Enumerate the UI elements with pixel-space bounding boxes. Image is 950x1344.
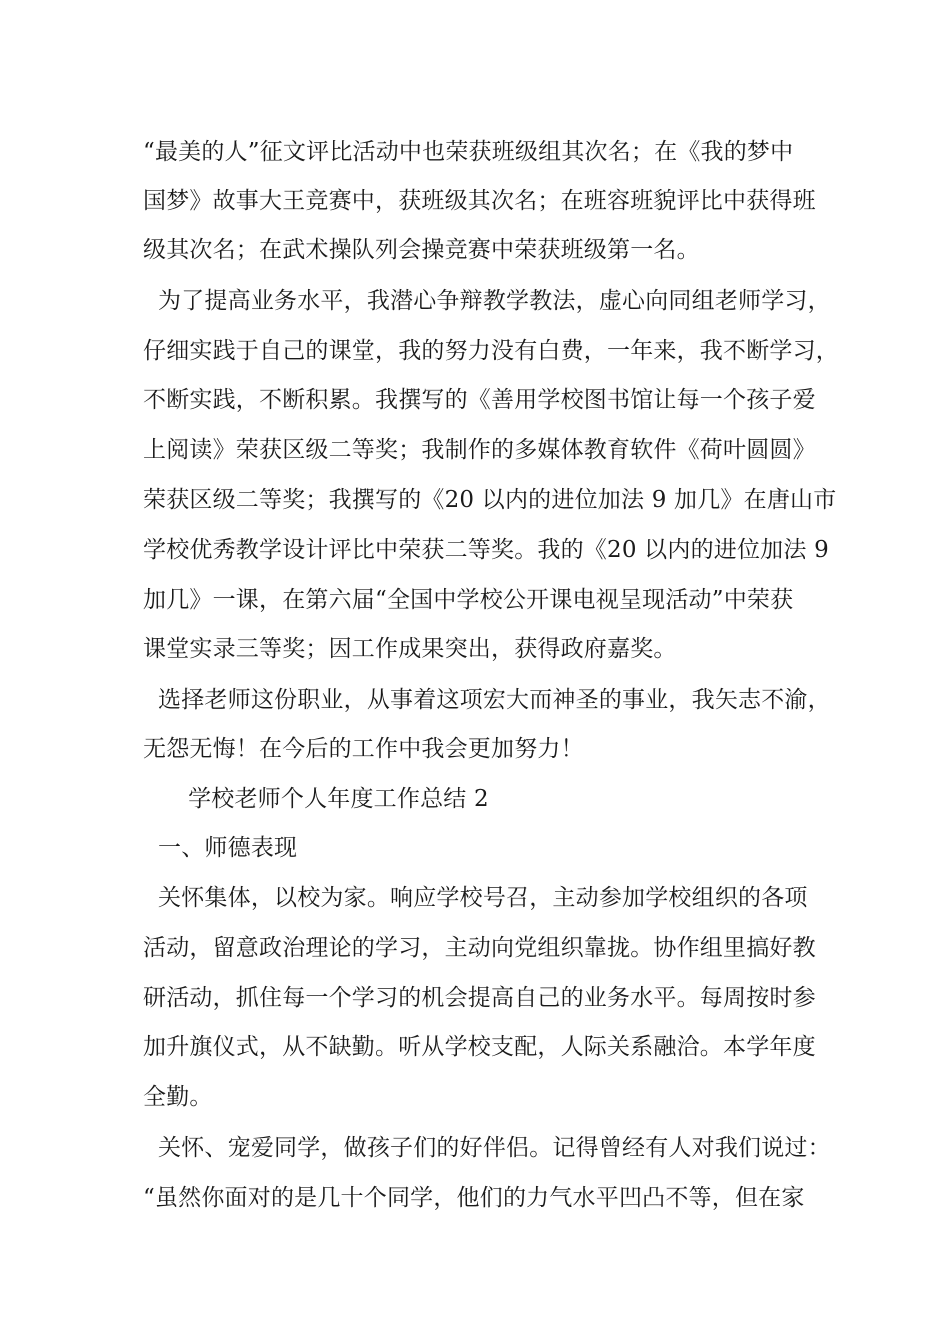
text-line: 课堂实录三等奖；因工作成果突出，获得政府嘉奖。 — [143, 636, 677, 662]
text-line: 学校优秀教学设计评比中荣获二等奖。我的《20 以内的进位加法 9 — [143, 537, 829, 563]
text-line: 研活动，抓住每一个学习的机会提高自己的业务水平。每周按时参 — [143, 985, 816, 1011]
text-line: 关怀、宠爱同学，做孩子们的好伴侣。记得曾经有人对我们说过： — [143, 1135, 831, 1161]
text-line: 荣获区级二等奖；我撰写的《20 以内的进位加法 9 加几》在唐山市 — [143, 487, 837, 513]
text-line: 为了提高业务水平，我潜心争辩教学教法，虚心向同组老师学习， — [143, 288, 831, 314]
text-line: 加几》一课，在第六届“全国中学校公开课电视呈现活动”中荣获 — [143, 587, 794, 613]
text-line: 无怨无悔！在今后的工作中我会更加努力！ — [143, 736, 584, 762]
text-line: “虽然你面对的是几十个同学，他们的力气水平凹凸不等，但在家 — [143, 1185, 805, 1211]
text-line: 关怀集体，以校为家。响应学校号召，主动参加学校组织的各项 — [143, 885, 808, 911]
text-line: “最美的人”征文评比活动中也荣获班级组其次名；在《我的梦中 — [143, 139, 794, 165]
text-line: 活动，留意政治理论的学习，主动向党组织靠拢。协作组里搞好教 — [143, 935, 816, 961]
text-line: 国梦》故事大王竞赛中，获班级其次名；在班容班貌评比中获得班 — [143, 188, 816, 214]
section-title: 学校老师个人年度工作总结 2 — [143, 786, 489, 812]
text-line: 加升旗仪式，从不缺勤。听从学校支配，人际关系融洽。本学年度 — [143, 1034, 816, 1060]
text-line: 级其次名；在武术操队列会操竞赛中荣获班级第一名。 — [143, 237, 700, 263]
text-line: 仔细实践于自己的课堂，我的努力没有白费，一年来，我不断学习， — [143, 338, 839, 364]
section-heading: 一、师德表现 — [143, 835, 298, 861]
text-line: 全勤。 — [143, 1084, 213, 1110]
text-line: 上阅读》荣获区级二等奖；我制作的多媒体教育软件《荷叶圆圆》 — [143, 437, 816, 463]
text-line: 不断实践，不断积累。我撰写的《善用学校图书馆让每一个孩子爱 — [143, 387, 816, 413]
text-line: 选择老师这份职业，从事着这项宏大而神圣的事业，我矢志不渝， — [143, 687, 831, 713]
